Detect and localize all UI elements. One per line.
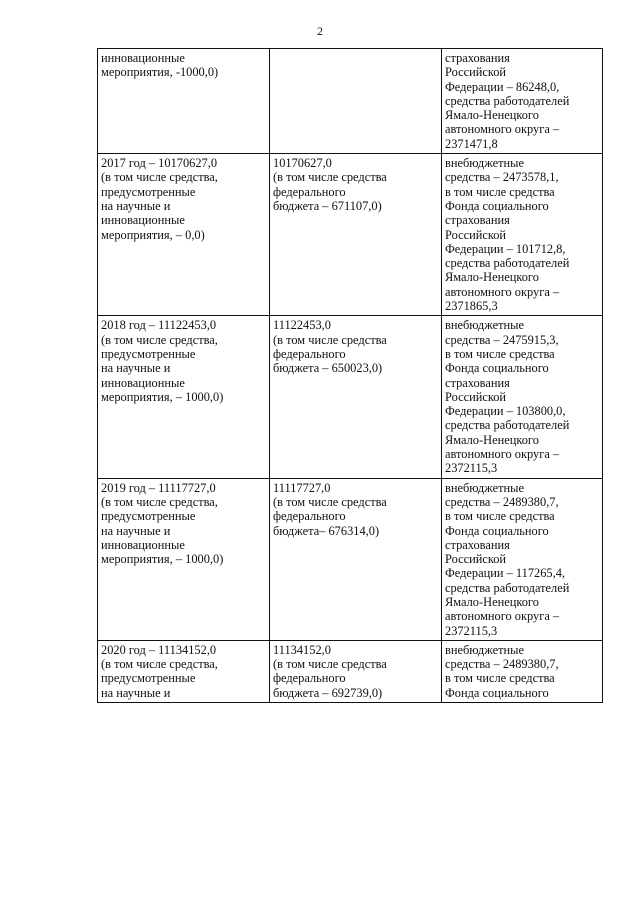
cell-text-line: средства работодателей [445, 580, 570, 595]
cell-text-line: средства работодателей [445, 256, 570, 271]
cell-text-line: на научные и [101, 198, 171, 213]
cell-text-line: инновационные [101, 213, 185, 228]
cell-text-line: инновационные [101, 375, 185, 390]
table-row [98, 49, 603, 154]
cell-text-line: Федерации – 101712,8, [445, 241, 566, 256]
cell-text-line: страхования [445, 51, 510, 65]
cell-text-line: (в том числе средства [273, 332, 387, 347]
cell-text-line: Российской [445, 227, 507, 242]
cell-text-line: Российской [445, 389, 507, 404]
cell-text-line: (в том числе средства, [101, 332, 218, 347]
page-number: 2 [317, 24, 323, 38]
cell-text-line: бюджета – 692739,0) [273, 685, 383, 700]
extrabudgetary-cell [442, 316, 603, 478]
cell-text-line: Российской [445, 65, 507, 80]
cell-text-line: в том числе средства [445, 346, 555, 361]
cell-text-line: Российской [445, 552, 507, 567]
total-funding-cell [98, 316, 270, 478]
cell-text-line: на научные и [101, 685, 171, 700]
federal-budget-cell [270, 316, 442, 478]
cell-text-line: предусмотренные [101, 671, 196, 686]
cell-text-line: 2372115,3 [445, 623, 498, 638]
cell-text-line: федерального [273, 184, 346, 199]
cell-text-line: средства работодателей [445, 93, 570, 108]
cell-text-line: средства – 2489380,7, [445, 657, 559, 672]
cell-text-line: Ямало-Ненецкого [445, 108, 539, 123]
extrabudgetary-cell [442, 49, 603, 154]
cell-text-line: мероприятия, – 1000,0) [101, 552, 224, 567]
cell-text-line: (в том числе средства, [101, 170, 218, 185]
cell-text-line: (в том числе средства, [101, 657, 218, 672]
cell-text-line: на научные и [101, 361, 171, 376]
cell-text-line: предусмотренные [101, 346, 196, 361]
cell-text-line: Федерации – 103800,0, [445, 404, 566, 419]
cell-text-line: 11117727,0 [273, 480, 331, 495]
cell-text-line: внебюджетные [445, 642, 524, 657]
extrabudgetary-cell [442, 154, 603, 316]
cell-text-line: 11134152,0 [273, 642, 331, 657]
total-funding-cell [98, 154, 270, 316]
cell-text-line: федерального [273, 671, 346, 686]
cell-text-line: автономного округа – [445, 609, 560, 624]
cell-text-line: 2372115,3 [445, 461, 498, 476]
cell-text-line: 2017 год – 10170627,0 [101, 156, 218, 171]
cell-text-line: внебюджетные [445, 480, 524, 495]
cell-text-line: федерального [273, 346, 346, 361]
federal-budget-cell [270, 49, 442, 154]
cell-text-line: автономного округа – [445, 122, 560, 137]
cell-text-line: (в том числе средства, [101, 494, 218, 509]
cell-text-line: внебюджетные [445, 318, 524, 333]
table-row [98, 316, 603, 478]
cell-text-line: Ямало-Ненецкого [445, 594, 539, 609]
funding-table [97, 48, 603, 703]
cell-text-line: федерального [273, 509, 346, 524]
cell-text-line: 10170627,0 [273, 156, 332, 171]
cell-text-line: инновационные [101, 537, 185, 552]
cell-text-line: 2371471,8 [445, 136, 498, 151]
cell-text-line: (в том числе средства [273, 170, 387, 185]
cell-text-line: Фонда социального [445, 523, 549, 538]
cell-text-line: 2019 год – 11117727,0 [101, 480, 216, 495]
cell-text-line: (в том числе средства [273, 657, 387, 672]
table-row [98, 154, 603, 316]
cell-text-line: бюджета– 676314,0) [273, 523, 380, 538]
cell-text-line: средства работодателей [445, 418, 570, 433]
extrabudgetary-cell [442, 478, 603, 640]
federal-budget-cell [270, 478, 442, 640]
cell-text-line: Фонда социального [445, 685, 549, 700]
table-row [98, 640, 603, 702]
total-funding-cell [98, 640, 270, 702]
cell-text-line: средства – 2475915,3, [445, 332, 559, 347]
cell-text-line: в том числе средства [445, 184, 555, 199]
cell-text-line: Фонда социального [445, 198, 549, 213]
table-row [98, 478, 603, 640]
cell-text-line: страхования [445, 537, 510, 552]
cell-text-line: на научные и [101, 523, 171, 538]
cell-text-line: Фонда социального [445, 361, 549, 376]
cell-text-line: предусмотренные [101, 509, 196, 524]
cell-text-line: мероприятия, – 0,0) [101, 227, 205, 242]
funding-table-body [98, 49, 603, 703]
cell-text-line: средства – 2489380,7, [445, 494, 559, 509]
cell-text-line: предусмотренные [101, 184, 196, 199]
cell-text-line: 2371865,3 [445, 299, 498, 314]
cell-text-line: Ямало-Ненецкого [445, 432, 539, 447]
cell-text-line: Федерации – 117265,4, [445, 566, 566, 581]
cell-text-line: (в том числе средства [273, 494, 387, 509]
cell-text-line: бюджета – 671107,0) [273, 198, 382, 213]
cell-text-line: Ямало-Ненецкого [445, 270, 539, 285]
cell-text-line: инновационные [101, 51, 185, 65]
federal-budget-cell [270, 154, 442, 316]
cell-text-line: автономного округа – [445, 447, 560, 462]
cell-text-line: 2018 год – 11122453,0 [101, 318, 217, 333]
cell-text-line: мероприятия, – 1000,0) [101, 389, 224, 404]
extrabudgetary-cell [442, 640, 603, 702]
total-funding-cell [98, 478, 270, 640]
cell-text-line: Федерации – 86248,0, [445, 79, 560, 94]
cell-text-line: средства – 2473578,1, [445, 170, 559, 185]
cell-text-line: страхования [445, 375, 510, 390]
cell-text-line: 2020 год – 11134152,0 [101, 642, 217, 657]
total-funding-cell [98, 49, 270, 154]
cell-text-line: страхования [445, 213, 510, 228]
cell-text-line: бюджета – 650023,0) [273, 361, 383, 376]
cell-text-line: в том числе средства [445, 509, 555, 524]
cell-text-line: 11122453,0 [273, 318, 331, 333]
cell-text-line: автономного округа – [445, 284, 560, 299]
cell-text-line: внебюджетные [445, 156, 524, 171]
cell-text-line: мероприятия, -1000,0) [101, 65, 219, 80]
cell-text-line: в том числе средства [445, 671, 555, 686]
federal-budget-cell [270, 640, 442, 702]
